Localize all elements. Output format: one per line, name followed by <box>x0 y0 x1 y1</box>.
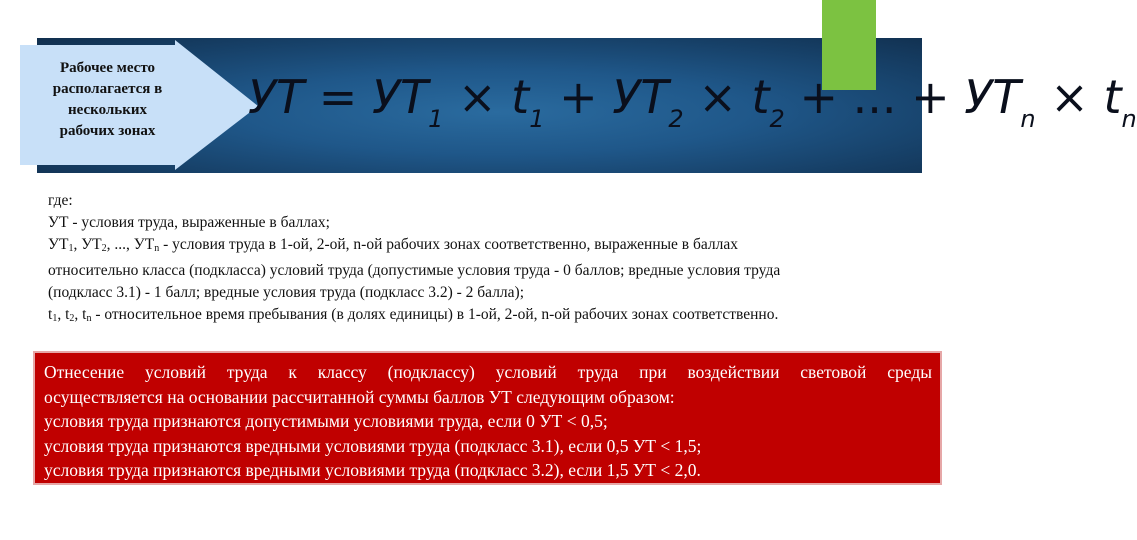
formula-ellipsis: + ... + <box>799 70 950 124</box>
formula-ut: УТ <box>248 70 305 124</box>
classification-line: условия труда признаются вредными условиями труда (подкласс 3.1), если 0,5 УТ < 1,5; <box>44 435 702 456</box>
formula-sub: 1 <box>428 105 444 133</box>
classification-box <box>33 351 942 485</box>
classification-line: условия труда признаются допустимыми условиями труда, если 0 УТ < 0,5; <box>44 411 608 431</box>
callout-line: рабочих зонах <box>59 123 156 139</box>
legend-line: $t_1$, $t_2$, $t_n$ - относительное время пребывания (в долях единицы) в 1-ой, 2-ой, n-ой рабочих зонах соответственно. <box>48 306 779 324</box>
formula-sub: n <box>1020 105 1036 133</box>
classification-line: Отнесение условий труда к классу (подклассу) условий труда при воздействии световой среды <box>44 362 932 382</box>
legend-line: (подкласс 3.1) - 1 балл; вредные условия труда (подкласс 3.2) - 2 балла); <box>48 284 525 301</box>
formula-ut1: УТ <box>371 70 429 124</box>
classification-line: условия труда признаются вредными условиями труда (подкласс 3.2), если 1,5 УТ < 2,0. <box>44 460 701 480</box>
formula-t: t <box>1103 70 1122 124</box>
formula-plus: + <box>559 70 598 124</box>
callout-line: располагается в <box>52 81 163 97</box>
formula-equals: = <box>318 70 358 124</box>
callout-arrow <box>20 40 260 170</box>
formula-utn: УТ <box>964 70 1021 124</box>
formula-times: × <box>698 70 737 124</box>
legend-where: где: <box>48 192 73 209</box>
formula-t: t <box>511 70 530 124</box>
legend-line: $УТ_1$, $УТ_2$, ..., $УТ_n$ - условия труда в 1-ой, 2-ой, n-ой рабочих зонах соответственно, выраженные в баллах <box>48 236 738 254</box>
formula-sub: 2 <box>668 105 684 133</box>
formula-sub: 2 <box>769 105 785 133</box>
formula-sub: n <box>1121 105 1137 133</box>
formula-ut2: УТ <box>612 70 669 124</box>
formula-times: × <box>457 70 497 124</box>
formula <box>248 62 1137 142</box>
formula-legend <box>48 190 918 330</box>
callout-line: нескольких <box>67 102 148 118</box>
callout-text <box>20 58 195 142</box>
formula-t: t <box>751 70 770 124</box>
formula-times: × <box>1050 70 1089 124</box>
legend-line: относительно класса (подкласса) условий труда (допустимые условия труда - 0 баллов; вредные условия труда <box>48 262 781 279</box>
classification-line: осуществляется на основании рассчитанной суммы баллов УТ следующим образом: <box>44 386 675 407</box>
callout-line: Рабочее место <box>60 60 155 76</box>
legend-line: УТ - условия труда, выраженные в баллах; <box>48 214 330 231</box>
formula-sub: 1 <box>529 105 545 133</box>
